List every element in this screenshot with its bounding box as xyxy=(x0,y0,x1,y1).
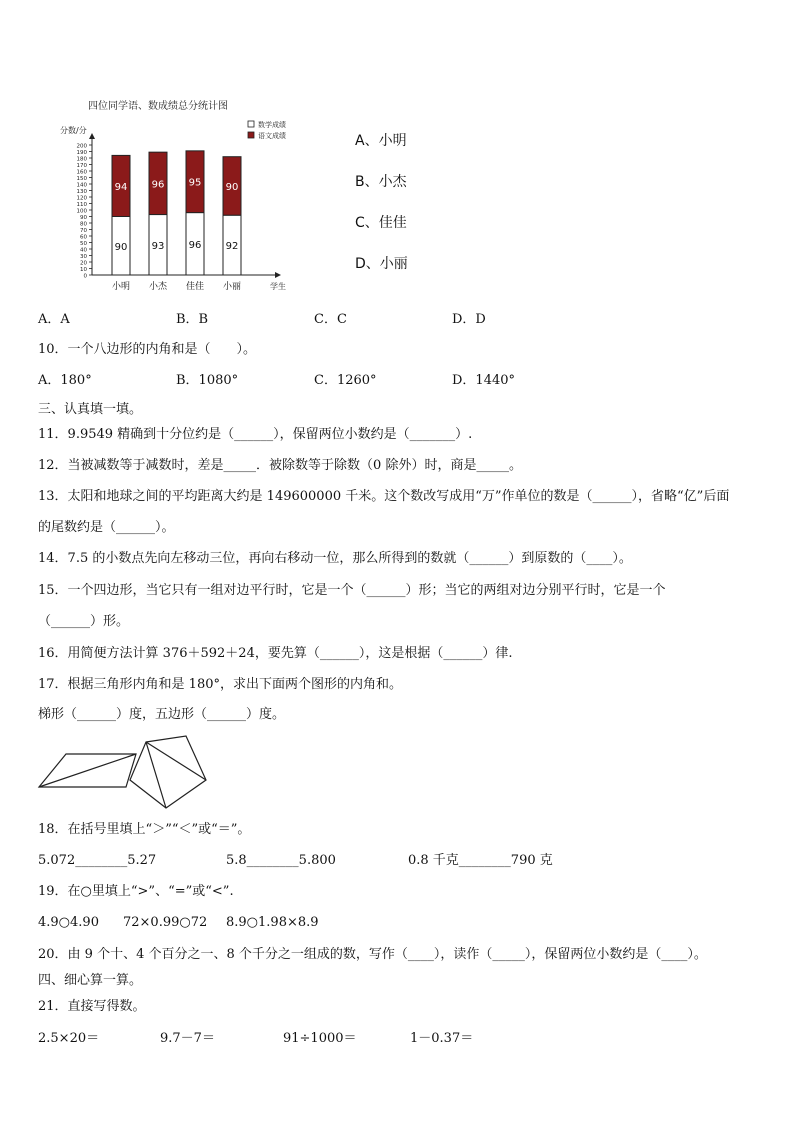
q10-choice-b: B．1080° xyxy=(176,373,239,388)
q21-item-3: 91÷1000＝ xyxy=(283,1031,357,1046)
chart-x-axis-label: 学生 xyxy=(270,282,286,291)
q14-text: 14．7.5 的小数点先向左移动三位，再向右移动一位，那么所得到的数就（______）到原数的（____）。 xyxy=(38,551,632,566)
legend-swatch xyxy=(248,121,254,127)
q9-choice-d: D．D xyxy=(452,312,486,327)
y-axis-arrow xyxy=(89,133,95,139)
y-tick-label: 0 xyxy=(83,273,87,280)
q10-choice-c: C．1260° xyxy=(314,373,377,388)
y-tick-label: 110 xyxy=(76,202,87,208)
bar-chinese-value-label: 95 xyxy=(188,177,202,189)
q19-item-1: 4.9○4.90 xyxy=(38,915,99,930)
q9-right-option-d: D、小丽 xyxy=(355,256,408,272)
bar-chinese-value-label: 96 xyxy=(151,179,165,191)
bar-chinese-value-label: 90 xyxy=(225,181,239,193)
q16-text: 16．用简便方法计算 376＋592＋24，要先算（______），这是根据（______）律. xyxy=(38,646,513,661)
section-3-heading: 三、认真填一填。 xyxy=(38,402,143,417)
q13-text-line1: 13．太阳和地球之间的平均距离大约是 149600000 千米。这个数改写成用“万”作单位的数是（______），省略“亿”后面 xyxy=(38,489,730,504)
q9-right-option-b: B、小杰 xyxy=(355,174,407,190)
q19-item-2: 72×0.99○72 xyxy=(123,915,208,930)
y-tick-label: 190 xyxy=(76,150,87,156)
legend-swatch xyxy=(248,132,254,138)
q17-figures xyxy=(36,732,226,812)
trapezoid-figure xyxy=(39,754,136,787)
y-tick-label: 120 xyxy=(76,195,87,202)
bar-math-value-label: 90 xyxy=(114,241,128,253)
y-tick-label: 10 xyxy=(80,267,87,273)
q17-blanks: 梯形（______）度，五边形（______）度。 xyxy=(38,707,286,722)
x-category-label: 小杰 xyxy=(148,282,168,292)
y-tick-label: 40 xyxy=(80,247,87,254)
q15-text-line2: （______）形。 xyxy=(38,614,130,629)
x-category-label: 佳佳 xyxy=(185,282,205,292)
bar-math-value-label: 92 xyxy=(225,241,239,253)
legend-label: 语文成绩 xyxy=(258,132,286,140)
q12-text: 12．当被减数等于减数时，差是_____．被除数等于除数（0 除外）时，商是_____。 xyxy=(38,458,522,473)
q21-item-2: 9.7－7＝ xyxy=(160,1031,215,1046)
stacked-bar-chart-svg xyxy=(60,95,300,300)
q21-item-1: 2.5×20＝ xyxy=(38,1031,100,1046)
q18-item-2: 5.8________5.800 xyxy=(226,853,336,868)
y-tick-label: 180 xyxy=(76,156,87,163)
y-tick-label: 20 xyxy=(80,260,87,267)
y-tick-label: 70 xyxy=(80,228,87,234)
y-tick-label: 200 xyxy=(76,143,87,150)
q10-choice-d: D．1440° xyxy=(452,373,516,388)
chart-y-axis-label: 分数/分 xyxy=(60,126,87,135)
q9-right-option-a: A、小明 xyxy=(355,133,407,149)
y-tick-label: 100 xyxy=(76,208,87,215)
y-tick-label: 30 xyxy=(80,254,87,260)
pentagon-figure xyxy=(130,736,206,808)
q10-choice-a: A．180° xyxy=(38,373,92,388)
y-tick-label: 80 xyxy=(80,221,87,228)
y-tick-label: 50 xyxy=(80,241,87,247)
q15-text-line1: 15．一个四边形，当它只有一组对边平行时，它是一个（______）形；当它的两组对边分别平行时，它是一个 xyxy=(38,583,666,598)
y-tick-label: 140 xyxy=(76,182,87,189)
q11-text: 11．9.9549 精确到十分位约是（______），保留两位小数约是（_______）. xyxy=(38,427,473,442)
q18-item-3: 0.8 千克________790 克 xyxy=(408,853,553,868)
y-tick-label: 90 xyxy=(80,215,87,221)
bar-math-value-label: 93 xyxy=(151,240,165,252)
y-tick-label: 170 xyxy=(76,163,87,169)
y-tick-label: 130 xyxy=(76,189,87,195)
x-category-label: 小明 xyxy=(111,282,131,292)
q19-item-3: 8.9○1.98×8.9 xyxy=(226,915,319,930)
q19-text: 19．在○里填上“>”、“=”或“<”. xyxy=(38,884,234,899)
bar-chinese-value-label: 94 xyxy=(114,181,128,193)
bar-chart xyxy=(60,95,300,300)
q18-text: 18．在括号里填上“＞”“＜”或“＝”。 xyxy=(38,822,251,837)
q9-choice-c: C．C xyxy=(314,312,347,327)
q21-item-4: 1－0.37＝ xyxy=(410,1031,474,1046)
q21-text: 21．直接写得数。 xyxy=(38,999,146,1014)
bar-math-value-label: 96 xyxy=(188,239,202,251)
y-tick-label: 150 xyxy=(76,176,87,182)
q10-text: 10．一个八边形的内角和是（ ）。 xyxy=(38,342,257,357)
chart-title: 四位同学语、数成绩总分统计图 xyxy=(88,101,228,112)
q18-item-1: 5.072________5.27 xyxy=(38,853,157,868)
x-category-label: 小丽 xyxy=(222,282,242,292)
section-4-heading: 四、细心算一算。 xyxy=(38,973,143,988)
q9-right-option-c: C、佳佳 xyxy=(355,215,407,231)
q20-text: 20．由 9 个十、4 个百分之一、8 个千分之一组成的数，写作（____），读作（_____），保留两位小数约是（____）。 xyxy=(38,947,707,962)
x-axis-arrow xyxy=(275,272,281,278)
y-tick-label: 160 xyxy=(76,169,87,176)
q9-choice-a: A．A xyxy=(38,312,70,327)
y-tick-label: 60 xyxy=(80,234,87,241)
legend-label: 数学成绩 xyxy=(258,121,286,129)
q9-choice-b: B．B xyxy=(176,312,209,327)
q17-text: 17．根据三角形内角和是 180°，求出下面两个图形的内角和。 xyxy=(38,677,402,692)
q13-text-line2: 的尾数约是（______）。 xyxy=(38,520,175,535)
